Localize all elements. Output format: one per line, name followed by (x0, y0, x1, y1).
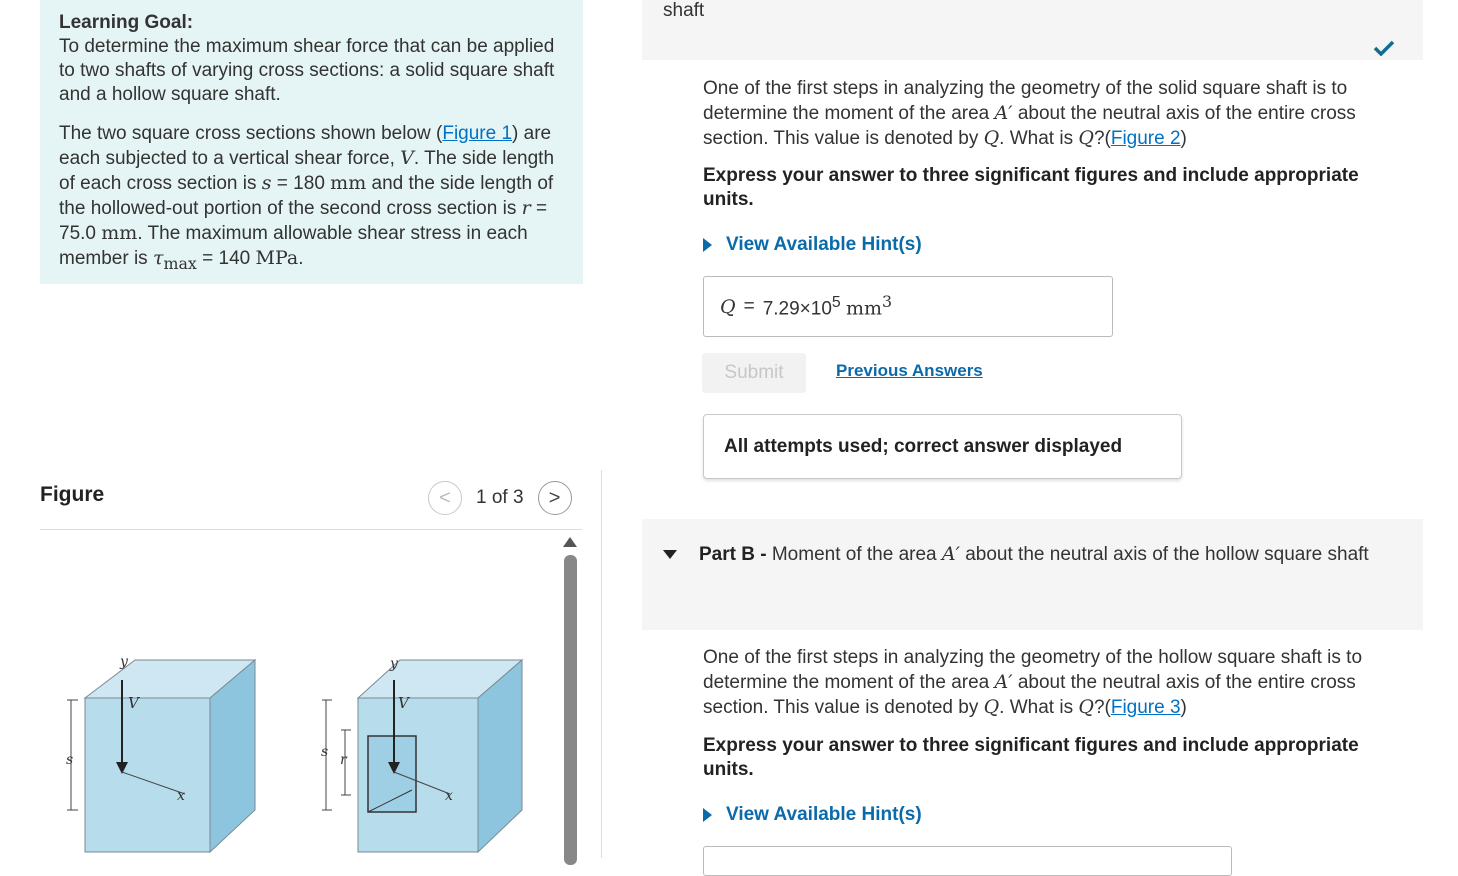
part-a-hint-toggle[interactable]: View Available Hint(s) (703, 234, 922, 256)
figure-heading: Figure (40, 483, 105, 506)
expand-arrow-icon (703, 808, 712, 822)
figure-2-link[interactable]: Figure 2 (1110, 128, 1181, 149)
collapse-arrow-icon[interactable] (663, 550, 677, 559)
axis-x-label: x (177, 788, 185, 804)
figure-scrollbar-thumb[interactable] (564, 555, 577, 865)
side-s-label: s (66, 752, 74, 768)
learning-goal-panel (40, 0, 583, 284)
part-a-header-tail: shaft (663, 0, 705, 21)
answer-value: $7.29\times 10^5$ $mm^3$ (762, 292, 893, 320)
correct-check-icon (1373, 40, 1395, 56)
hollow-square-shaft-drawing (321, 656, 522, 852)
part-a-header[interactable] (642, 0, 1423, 60)
shear-force-label-2: V (398, 694, 409, 712)
column-divider (601, 470, 602, 858)
expand-arrow-icon (703, 238, 712, 252)
problem-statement: The two square cross sections shown below (Figure 1) are each subjected to a vertical shear force, V. The side length of each cross section is s = 180 mm and the side length of the hollowed-out portion of the second cross section is r = 75.0 mm. The maximum allowable shear stress in each member is $\tau_{max} = 140$ MPa. (59, 123, 555, 273)
scroll-up-arrow-icon[interactable] (563, 537, 577, 547)
side-r-label: r (340, 752, 347, 768)
axis-x-label-2: x (445, 788, 453, 804)
part-b-hint-toggle[interactable]: View Available Hint(s) (703, 804, 922, 826)
part-b-header[interactable]: Part B - Moment of the area A′ about the neutral axis of the hollow square shaft (642, 519, 1423, 630)
learning-goal-title: Learning Goal: (59, 12, 194, 33)
shear-force-label: V (128, 694, 139, 712)
attempts-status-box: All attempts used; correct answer displayed (703, 414, 1182, 479)
learning-goal-text: Learning Goal: To determine the maximum shear force that can be applied to two shafts of varying cross sections: a solid square shaft and a hollow square shaft. (59, 12, 555, 105)
figure-divider (40, 529, 582, 530)
part-a-question: One of the first steps in analyzing the geometry of the solid square shaft is to determine the moment of the area A′ about the neutral axis of the entire cross section. This value is denoted by Q. What is Q?(Figure 2) (703, 78, 1356, 149)
previous-answers-link[interactable]: Previous Answers (836, 361, 983, 380)
figure-1-link[interactable]: Figure 1 (442, 123, 513, 144)
figure-1-image (40, 640, 560, 858)
part-a-answer-field[interactable]: Q = $7.29\times 10^5$ $mm^3$ (703, 276, 1113, 337)
figure-next-button[interactable]: > (538, 481, 572, 515)
axis-y-label-2: y (390, 656, 398, 672)
figure-3-link[interactable]: Figure 3 (1110, 697, 1181, 718)
part-b-instructions: Express your answer to three significant figures and include appropriate units. (703, 735, 1359, 780)
side-s-label-2: s (321, 744, 329, 760)
figure-counter: 1 of 3 (476, 487, 524, 508)
part-a-instructions: Express your answer to three significant figures and include appropriate units. (703, 165, 1359, 210)
axis-y-label: y (120, 654, 128, 670)
figure-prev-button[interactable]: < (428, 481, 462, 515)
part-b-answer-field[interactable] (703, 846, 1232, 876)
part-b-question: One of the first steps in analyzing the geometry of the hollow square shaft is to determine the moment of the area A′ about the neutral axis of the entire cross section. This value is denoted by Q. What is Q?(Figure 3) (703, 647, 1363, 718)
submit-button[interactable]: Submit (702, 353, 806, 393)
solid-square-shaft-drawing (66, 654, 255, 852)
figure-navigation (428, 481, 572, 515)
